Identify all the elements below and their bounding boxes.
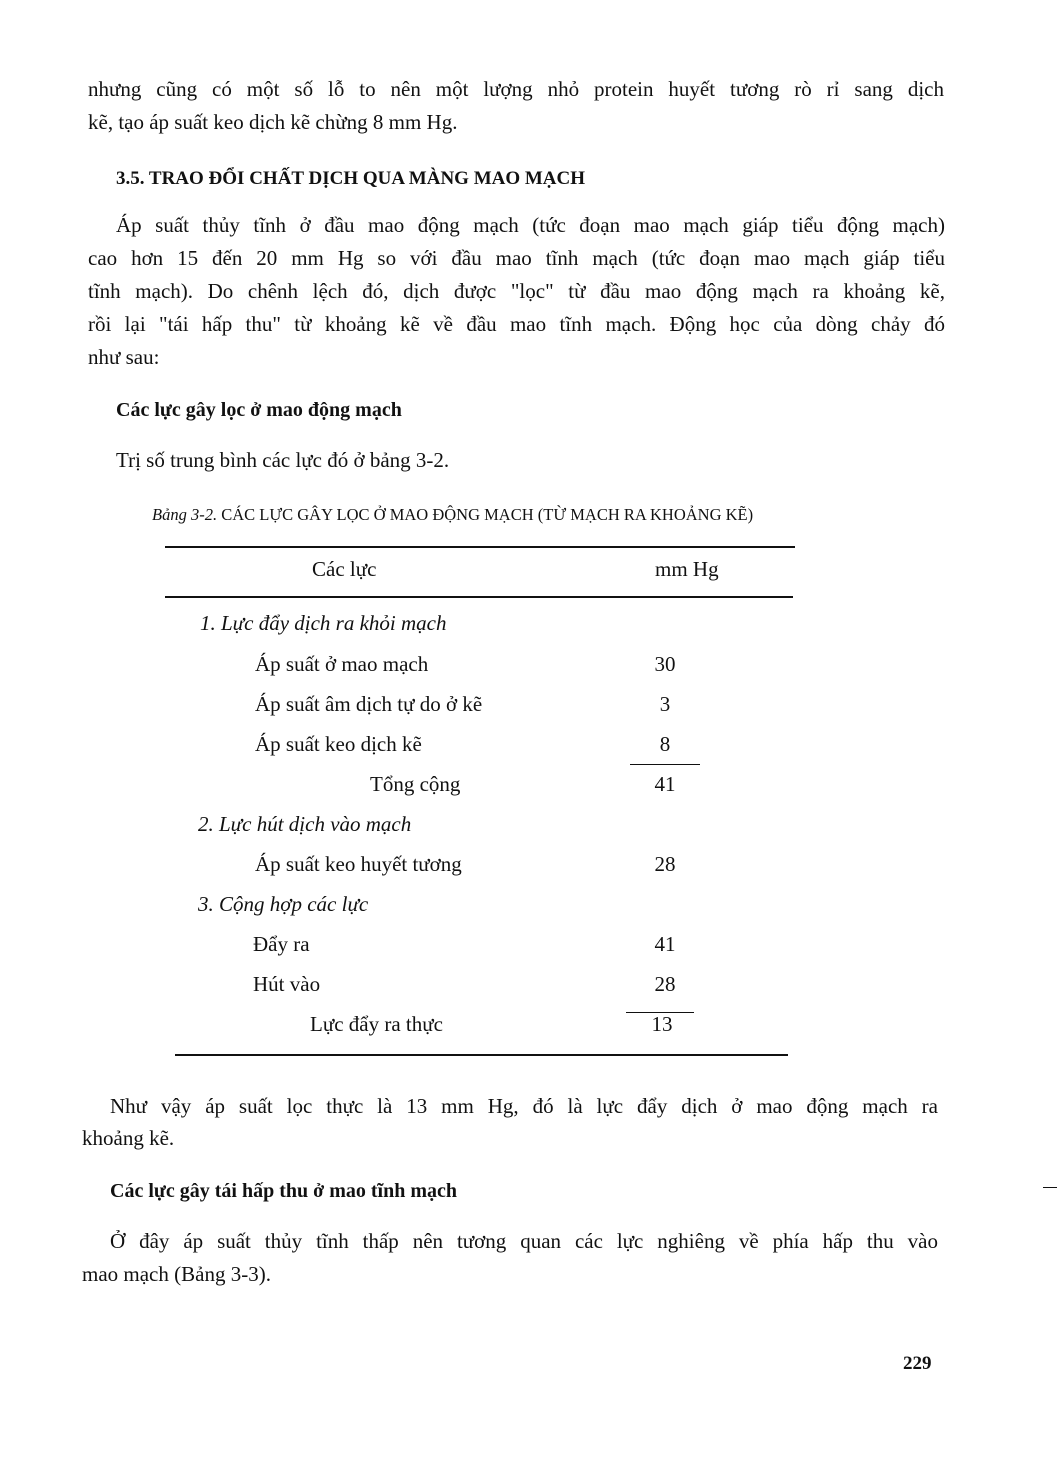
body-text-line: tĩnh mạch). Do chênh lệch đó, dịch được "lọc" từ đầu mao động mạch ra khoảng kẽ, [88,279,945,303]
table-row-label: Áp suất ở mao mạch [255,652,429,676]
table-row-value: 30 [654,652,676,676]
table-row-label: Áp suất keo huyết tương [255,852,462,876]
body-text-line: Ở đây áp suất thủy tĩnh thấp nên tương quan các lực nghiêng về phía hấp thu vào [110,1229,938,1253]
table-caption [152,502,753,528]
body-text-line: khoảng kẽ. [82,1126,175,1150]
table-group-label: 2. Lực hút dịch vào mạch [198,812,412,836]
table-top-rule [165,546,795,548]
table-row-label: Hút vào [253,972,321,996]
table-row-value: 3 [659,692,671,716]
table-group-label: 1. Lực đẩy dịch ra khỏi mạch [200,611,447,635]
body-text-line: như sau: [88,345,160,369]
table-caption-prefix: Bảng 3-2. [152,505,218,524]
table-row-label: Áp suất keo dịch kẽ [255,732,422,756]
body-text-line: Áp suất thủy tĩnh ở đầu mao động mạch (tức đoạn mao mạch giáp tiểu động mạch) [116,213,945,237]
table-total-label: Tổng cộng [370,772,461,796]
section-heading: 3.5. TRAO ĐỔI CHẤT DỊCH QUA MÀNG MAO MẠCH [116,168,586,189]
table-group-label: 3. Cộng hợp các lực [198,892,369,916]
sum-rule [630,764,700,765]
body-text-line: kẽ, tạo áp suất keo dịch kẽ chừng 8 mm Hg. [88,110,458,134]
body-text-line: cao hơn 15 đến 20 mm Hg so với đầu mao tĩnh mạch (tức đoạn mao mạch giáp tiểu [88,246,945,270]
table-row-label: Áp suất âm dịch tự do ở kẽ [255,692,483,716]
table-total-value: 13 [651,1012,673,1036]
table-caption-title: CÁC LỰC GÂY LỌC Ở MAO ĐỘNG MẠCH (TỪ MẠCH RA KHOẢNG KẼ) [221,505,754,524]
subheading: Các lực gây lọc ở mao động mạch [116,399,402,421]
table-total-label: Lực đẩy ra thực [310,1012,443,1036]
table-row-value: 28 [654,852,676,876]
table-row-value: 41 [654,932,676,956]
table-row-label: Đẩy ra [253,932,310,956]
subheading: Các lực gây tái hấp thu ở mao tĩnh mạch [110,1180,457,1202]
body-text-line: mao mạch (Bảng 3-3). [82,1262,271,1286]
body-text-line: Trị số trung bình các lực đó ở bảng 3-2. [116,448,450,472]
table-total-value: 41 [654,772,676,796]
body-text-line: nhưng cũng có một số lỗ to nên một lượng nhỏ protein huyết tương rò rỉ sang dịch [88,77,944,101]
page-number: 229 [903,1353,932,1374]
table-bottom-rule [175,1054,788,1056]
table-header-forces: Các lực [312,557,377,581]
body-text-line: Như vậy áp suất lọc thực là 13 mm Hg, đó là lực đẩy dịch ở mao động mạch ra [110,1094,938,1118]
table-row-value: 8 [659,732,671,756]
table-header-unit: mm Hg [655,557,719,581]
table-header-rule [165,596,793,598]
edge-mark [1043,1187,1057,1188]
body-text-line: rồi lại "tái hấp thu" từ khoảng kẽ về đầu mao tĩnh mạch. Động học của dòng chảy đó [88,312,945,336]
table-row-value: 28 [654,972,676,996]
